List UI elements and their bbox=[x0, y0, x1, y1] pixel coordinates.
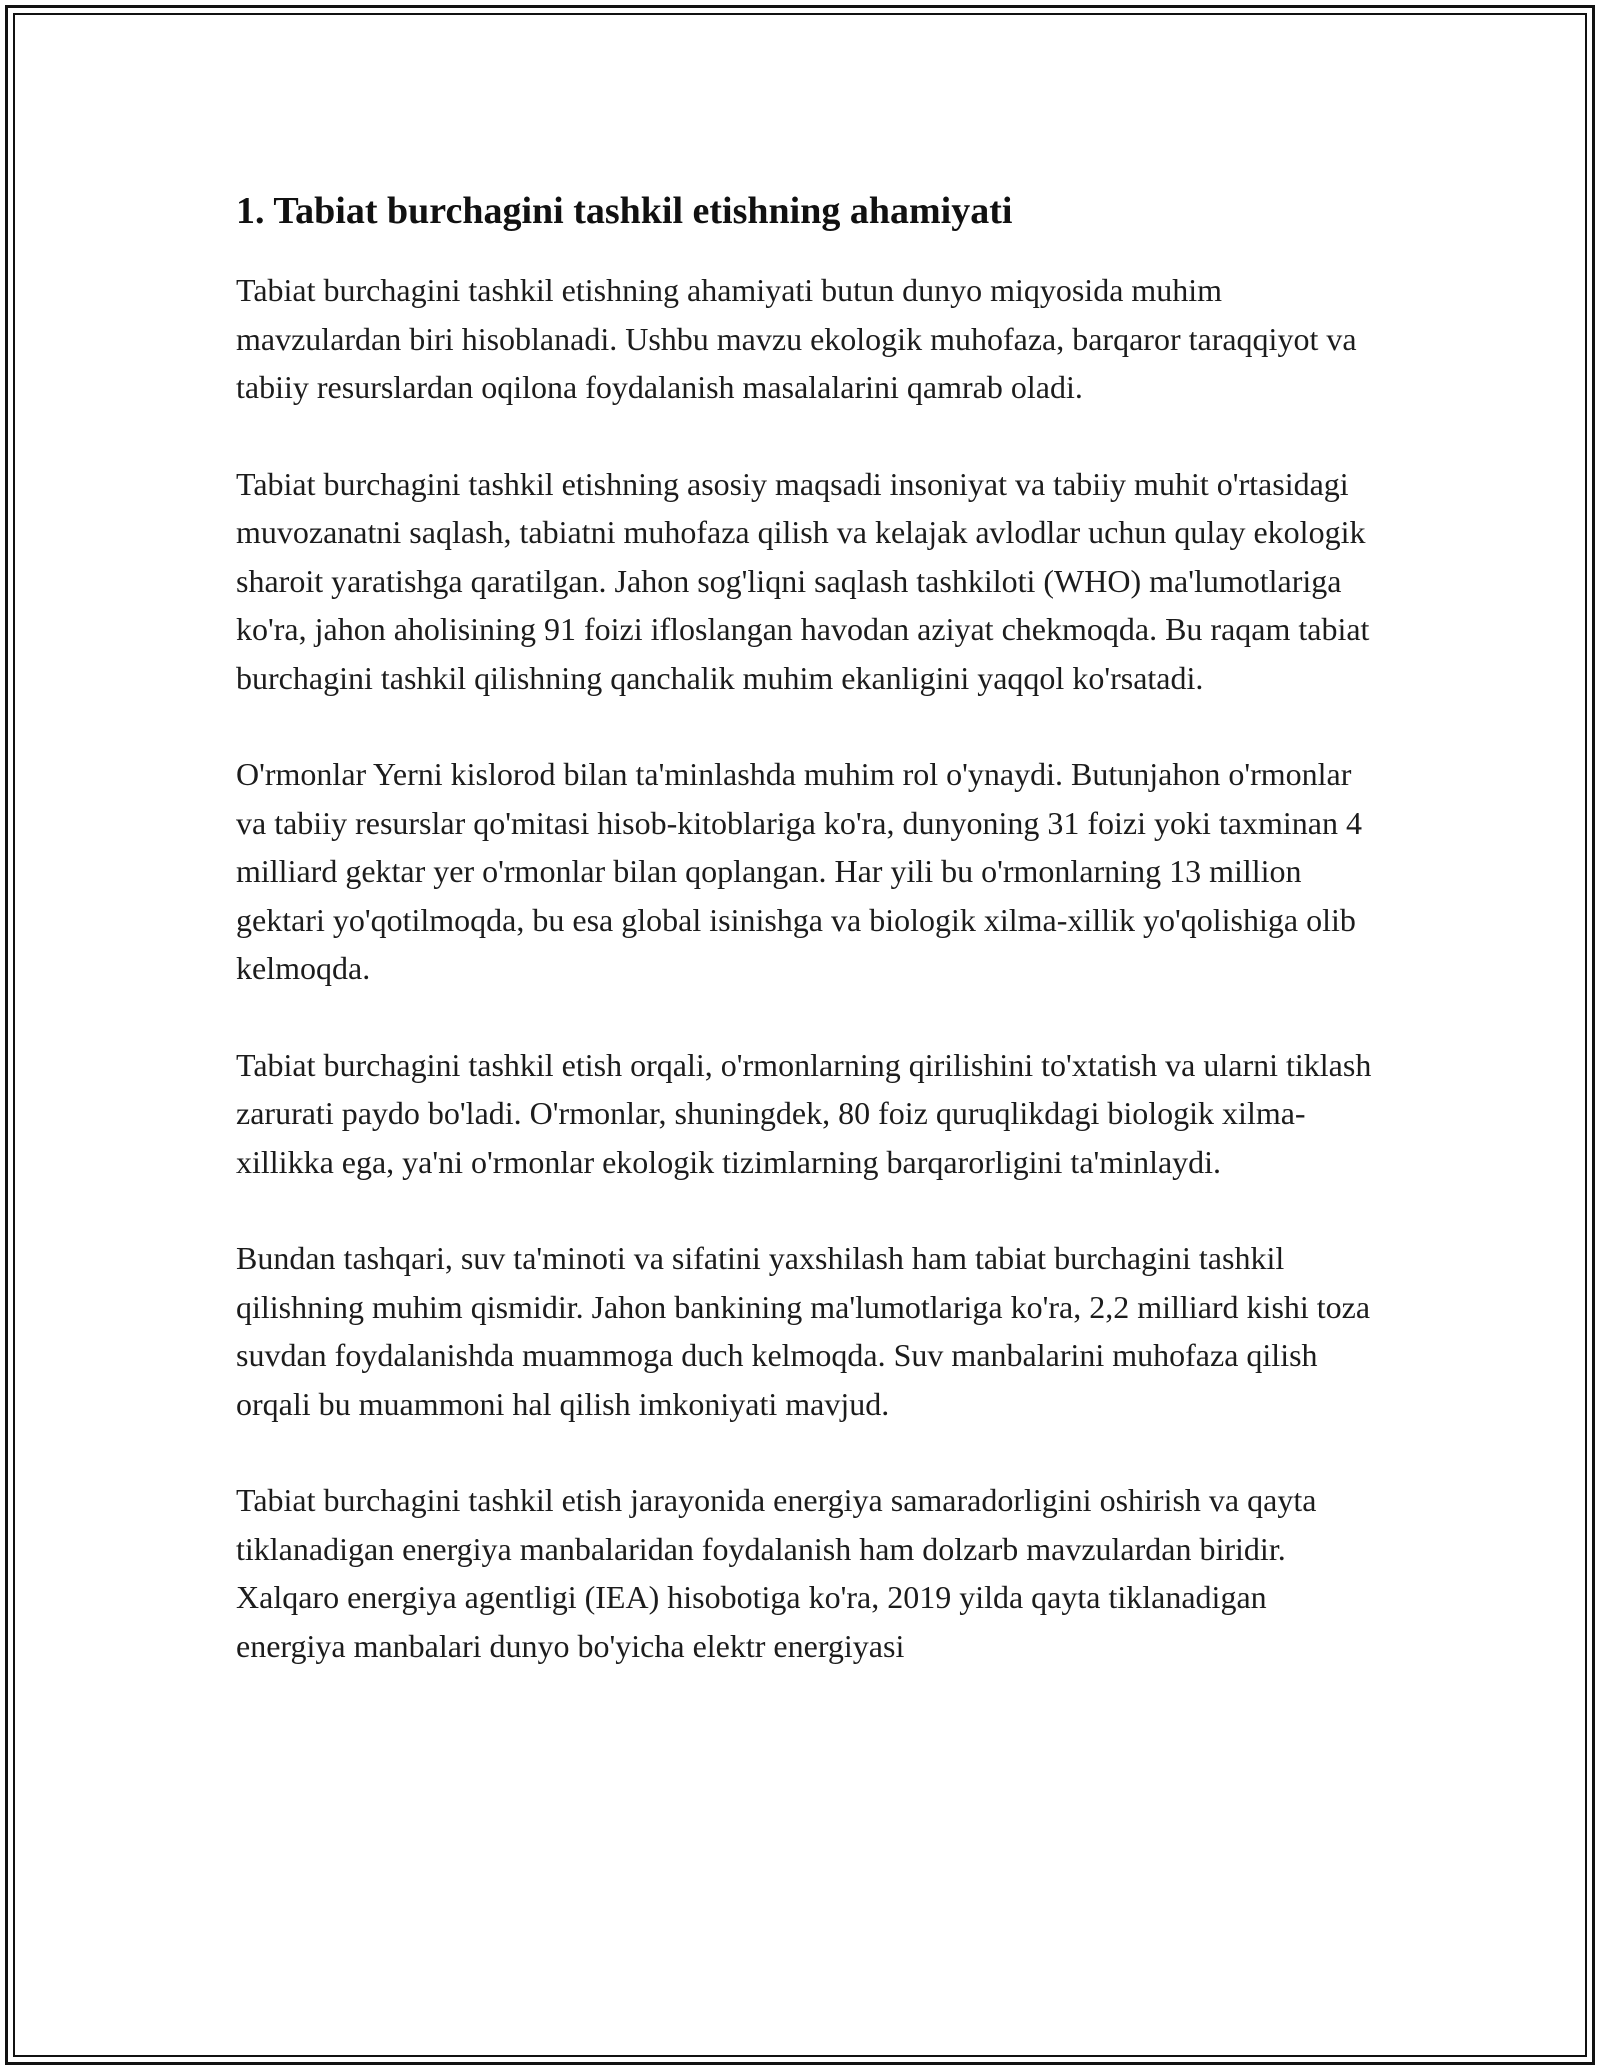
section-heading: 1. Tabiat burchagini tashkil etishning ahamiyati bbox=[236, 190, 1013, 232]
paragraph-2: Tabiat burchagini tashkil etishning asosiy maqsadi insoniyat va tabiiy muhit o'rtasidagi muvozanatni saqlash, tabiatni muhofaza qilish va kelajak avlodlar uchun qulay ekologik sharoit yaratishga qaratilgan. Jahon sog'liqni saqlash tashkiloti (WHO) ma'lumotlariga ko'ra, jahon aholisining 91 foizi ifloslangan havodan aziyat chekmoqda. Bu raqam tabiat burchagini tashkil qilishning qanchalik muhim ekanligini yaqqol ko'rsatadi. bbox=[236, 465, 1370, 696]
paragraph-4: Tabiat burchagini tashkil etish orqali, o'rmonlarning qirilishini to'xtatish va ularni tiklash zarurati paydo bo'ladi. O'rmonlar, shuningdek, 80 foiz quruqlikdagi biologik xilma-xillikka ega, ya'ni o'rmonlar ekologik tizimlarning barqarorligini ta'minlaydi. bbox=[236, 1046, 1372, 1180]
paragraph-5: Bundan tashqari, suv ta'minoti va sifatini yaxshilash ham tabiat burchagini tashkil qilishning muhim qismidir. Jahon bankining ma'lumotlariga ko'ra, 2,2 milliard kishi toza suvdan foydalanishda muammoga duch kelmoqda. Suv manbalarini muhofaza qilish orqali bu muammoni hal qilish imkoniyati mavjud. bbox=[236, 1240, 1371, 1422]
paragraph-6: Tabiat burchagini tashkil etish jarayonida energiya samaradorligini oshirish va qayta tiklanadigan energiya manbalaridan foydalanish ham dolzarb mavzulardan biridir. Xalqaro energiya agentligi (IEA) hisobotiga ko'ra, 2019 yilda qayta tiklanadigan energiya manbalari dunyo bo'yicha elektr energiyasi bbox=[236, 1482, 1317, 1664]
paragraph-1: Tabiat burchagini tashkil etishning ahamiyati butun dunyo miqyosida muhim mavzulardan biri hisoblanadi. Ushbu mavzu ekologik muhofaza, barqaror taraqqiyot va tabiiy resurslardan oqilona foydalanish masalalarini qamrab oladi. bbox=[236, 272, 1357, 405]
paragraph-3: O'rmonlar Yerni kislorod bilan ta'minlashda muhim rol o'ynaydi. Butunjahon o'rmonlar va tabiiy resurslar qo'mitasi hisob-kitoblariga ko'ra, dunyoning 31 foizi yoki taxminan 4 milliard gektar yer o'rmonlar bilan qoplangan. Har yili bu o'rmonlarning 13 million gektari yo'qotilmoqda, bu esa global isinishga va biologik xilma-xillik yo'qolishiga olib kelmoqda. bbox=[236, 756, 1362, 986]
document-body bbox=[236, 186, 1376, 1718]
